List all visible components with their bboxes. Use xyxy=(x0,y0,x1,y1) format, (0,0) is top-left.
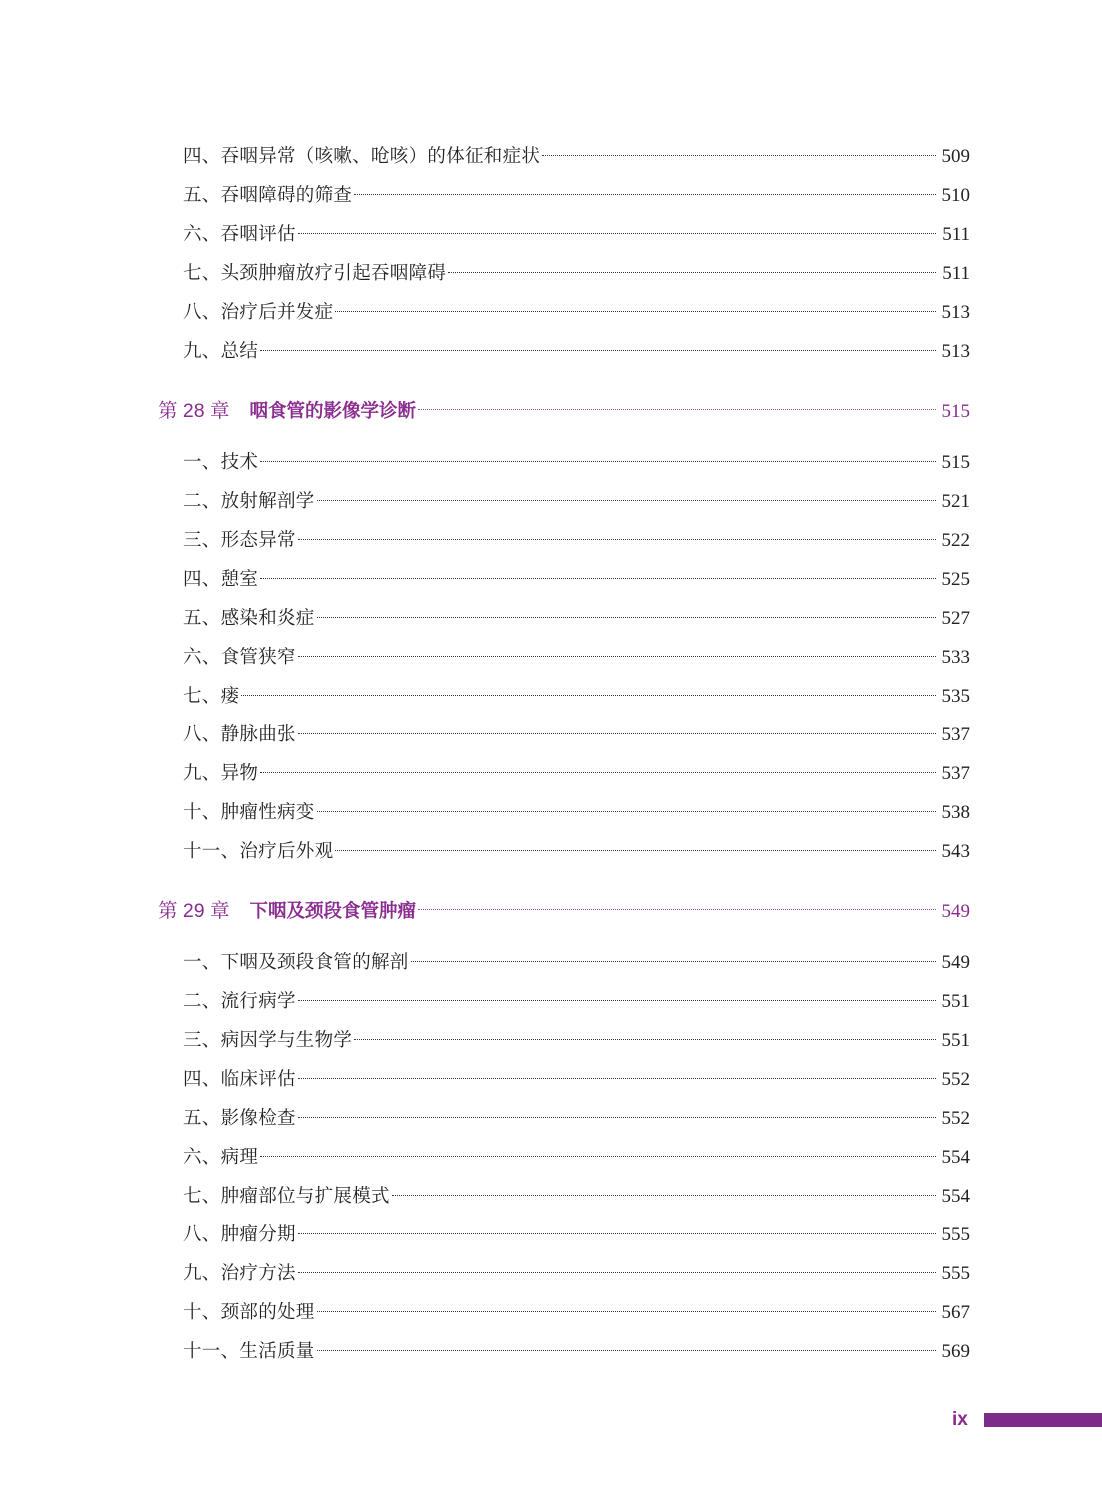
toc-entry-label: 九、异物 xyxy=(183,763,259,784)
toc-entry-page: 511 xyxy=(942,224,970,245)
toc-entry-label: 六、病理 xyxy=(183,1147,259,1168)
leader-dots xyxy=(298,233,936,234)
toc-entry-label: 四、憩室 xyxy=(183,569,259,590)
leader-dots xyxy=(317,1311,936,1312)
toc-entry[interactable] xyxy=(183,489,970,515)
toc-entry-label: 八、静脉曲张 xyxy=(183,724,296,745)
toc-entry[interactable] xyxy=(183,839,970,865)
toc-entry[interactable] xyxy=(183,1222,970,1248)
toc-entry-label: 七、肿瘤部位与扩展模式 xyxy=(183,1186,390,1207)
leader-dots xyxy=(418,409,935,410)
toc-entry[interactable] xyxy=(183,1106,970,1132)
leader-dots xyxy=(317,500,936,501)
leader-dots xyxy=(298,1233,936,1234)
toc-entry[interactable] xyxy=(183,1145,970,1171)
toc-entry-label: 五、吞咽障碍的筛查 xyxy=(183,185,353,206)
toc-entry-page: 537 xyxy=(941,763,970,784)
leader-dots xyxy=(542,155,935,156)
toc-entry[interactable] xyxy=(183,339,970,365)
toc-entry[interactable] xyxy=(183,761,970,787)
toc-entry-label: 十一、生活质量 xyxy=(183,1341,315,1362)
toc-entry[interactable] xyxy=(183,261,970,287)
toc-entry[interactable] xyxy=(183,222,970,248)
toc-entry[interactable] xyxy=(183,450,970,476)
toc-entry-page: 551 xyxy=(941,991,970,1012)
toc-entry-label: 六、食管狭窄 xyxy=(183,647,296,668)
leader-dots xyxy=(392,1195,936,1196)
toc-entry-label: 二、放射解剖学 xyxy=(183,491,315,512)
toc-entry-label: 五、感染和炎症 xyxy=(183,608,315,629)
toc-entry-page: 567 xyxy=(941,1302,970,1323)
leader-dots xyxy=(298,656,936,657)
toc-entry[interactable] xyxy=(183,1184,970,1210)
toc-entry[interactable] xyxy=(183,606,970,632)
toc-entry-label: 三、病因学与生物学 xyxy=(183,1030,353,1051)
leader-dots xyxy=(448,272,936,273)
toc-entry-page: 554 xyxy=(941,1147,970,1168)
toc-entry-page: 513 xyxy=(941,302,970,323)
leader-dots xyxy=(298,1117,936,1118)
leader-dots xyxy=(260,1156,935,1157)
chapter-heading-28[interactable] xyxy=(158,397,970,425)
toc-entry[interactable] xyxy=(183,1339,970,1365)
toc-entry-label: 四、临床评估 xyxy=(183,1069,296,1090)
toc-entry[interactable] xyxy=(183,722,970,748)
chapter-page: 515 xyxy=(941,401,970,422)
toc-entry-label: 七、瘘 xyxy=(183,686,240,707)
leader-dots xyxy=(260,461,935,462)
toc-entry-page: 525 xyxy=(941,569,970,590)
toc-entry-label: 十一、治疗后外观 xyxy=(183,841,334,862)
leader-dots xyxy=(317,617,936,618)
leader-dots xyxy=(335,850,935,851)
toc-entry-label: 九、总结 xyxy=(183,341,259,362)
leader-dots xyxy=(418,909,935,910)
toc-entry[interactable] xyxy=(183,1261,970,1287)
toc-entry[interactable] xyxy=(183,300,970,326)
toc-entry-page: 522 xyxy=(941,530,970,551)
toc-entry-label: 三、形态异常 xyxy=(183,530,296,551)
toc-entry[interactable] xyxy=(183,528,970,554)
toc-entry-label: 八、治疗后并发症 xyxy=(183,302,334,323)
toc-entry[interactable] xyxy=(183,989,970,1015)
leader-dots xyxy=(354,194,935,195)
leader-dots xyxy=(241,695,935,696)
toc-entry-page: 515 xyxy=(941,452,970,473)
toc-entry[interactable] xyxy=(183,950,970,976)
toc-entry-label: 五、影像检查 xyxy=(183,1108,296,1129)
toc-entry-page: 554 xyxy=(941,1186,970,1207)
toc-entry-page: 527 xyxy=(941,608,970,629)
page-number: ix xyxy=(952,1409,968,1430)
chapter-number: 第 28 章 xyxy=(158,400,230,422)
toc-entry-page: 510 xyxy=(941,185,970,206)
leader-dots xyxy=(260,578,935,579)
toc-entry-page: 552 xyxy=(941,1069,970,1090)
toc-entry-label: 二、流行病学 xyxy=(183,991,296,1012)
chapter-title: 下咽及颈段食管肿瘤 xyxy=(249,901,417,922)
toc-entry-page: 551 xyxy=(941,1030,970,1051)
leader-dots xyxy=(317,811,936,812)
toc-entry-page: 513 xyxy=(941,341,970,362)
toc-entry-page: 555 xyxy=(941,1224,970,1245)
leader-dots xyxy=(354,1039,935,1040)
toc-entry[interactable] xyxy=(183,684,970,710)
toc-entry-label: 九、治疗方法 xyxy=(183,1263,296,1284)
toc-entry-page: 535 xyxy=(941,686,970,707)
toc-entry-page: 543 xyxy=(941,841,970,862)
toc-entry[interactable] xyxy=(183,1028,970,1054)
toc-entry[interactable] xyxy=(183,144,970,170)
toc-entry[interactable] xyxy=(183,567,970,593)
leader-dots xyxy=(260,350,935,351)
leader-dots xyxy=(260,772,935,773)
toc-entry-page: 555 xyxy=(941,1263,970,1284)
toc-entry[interactable] xyxy=(183,1067,970,1093)
toc-entry-label: 六、吞咽评估 xyxy=(183,224,296,245)
toc-entry-label: 十、肿瘤性病变 xyxy=(183,802,315,823)
toc-entry-page: 509 xyxy=(941,146,970,167)
toc-entry-page: 511 xyxy=(942,263,970,284)
toc-entry[interactable] xyxy=(183,1300,970,1326)
leader-dots xyxy=(411,961,936,962)
toc-entry-label: 四、吞咽异常（咳嗽、呛咳）的体征和症状 xyxy=(183,146,541,167)
toc-entry-label: 十、颈部的处理 xyxy=(183,1302,315,1323)
toc-entry-label: 七、头颈肿瘤放疗引起吞咽障碍 xyxy=(183,263,447,284)
toc-entry-label: 八、肿瘤分期 xyxy=(183,1224,296,1245)
leader-dots xyxy=(298,1078,936,1079)
toc-entry-page: 537 xyxy=(941,724,970,745)
toc-entry-page: 538 xyxy=(941,802,970,823)
toc-entry-label: 一、下咽及颈段食管的解剖 xyxy=(183,952,409,973)
accent-bar xyxy=(984,1413,1102,1427)
chapter-title: 咽食管的影像学诊断 xyxy=(249,401,417,422)
chapter-page: 549 xyxy=(941,901,970,922)
chapter-number: 第 29 章 xyxy=(158,900,230,922)
toc-entry[interactable] xyxy=(183,645,970,671)
toc-entry-page: 521 xyxy=(941,491,970,512)
chapter-heading-29[interactable] xyxy=(158,897,970,925)
leader-dots xyxy=(317,1350,936,1351)
leader-dots xyxy=(298,539,936,540)
leader-dots xyxy=(298,1272,936,1273)
leader-dots xyxy=(335,311,935,312)
toc-entry-page: 552 xyxy=(941,1108,970,1129)
toc-entry-label: 一、技术 xyxy=(183,452,259,473)
leader-dots xyxy=(298,1000,936,1001)
toc-entry[interactable] xyxy=(183,800,970,826)
toc-entry-page: 569 xyxy=(941,1341,970,1362)
toc-entry-page: 549 xyxy=(941,952,970,973)
toc-entry[interactable] xyxy=(183,183,970,209)
leader-dots xyxy=(298,733,936,734)
toc-entry-page: 533 xyxy=(941,647,970,668)
